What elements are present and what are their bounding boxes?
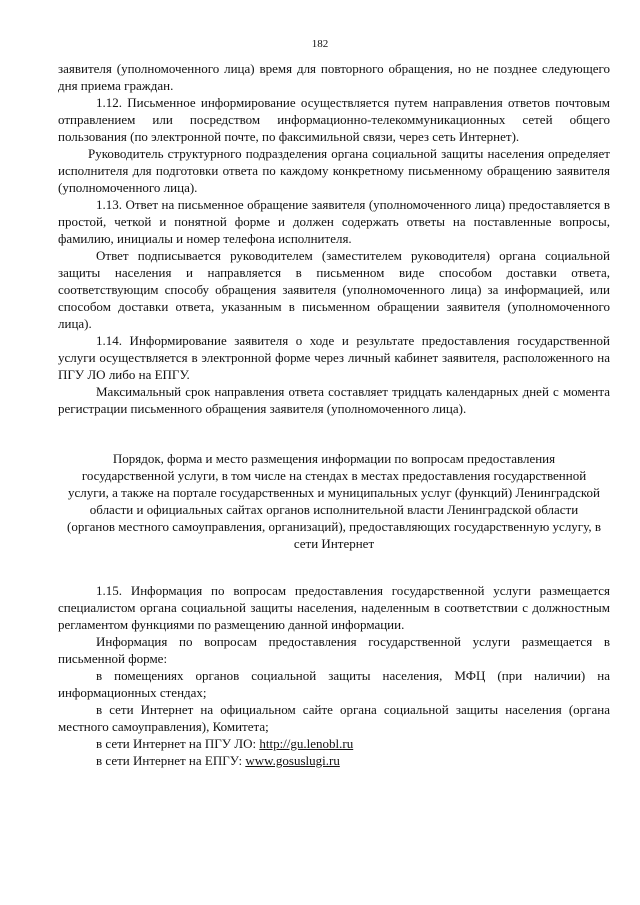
paragraph-1-13: 1.13. Ответ на письменное обращение заявителя (уполномоченного лица) предоставляется в простой, четкой и понятной форме и должен содержать ответы на поставленные вопросы, фамилию, инициалы и номер телефона исполнителя. <box>58 197 610 246</box>
paragraph-1-15: 1.15. Информация по вопросам предоставления государственной услуги размещается специалистом органа социальной защиты населения, наделенным в соответствии с должностным регламентом функциями по размещению данной информации. <box>58 583 610 632</box>
paragraph: Информация по вопросам предоставления государственной услуги размещается в письменной форме: <box>58 634 610 666</box>
epgu-link[interactable]: www.gosuslugi.ru <box>245 753 340 768</box>
document-body <box>58 0 610 769</box>
paragraph: заявителя (уполномоченного лица) время для повторного обращения, но не позднее следующего дня приема граждан. <box>58 61 610 93</box>
list-item <box>58 752 610 769</box>
paragraph: Максимальный срок направления ответа составляет тридцать календарных дней с момента регистрации письменного обращения заявителя (уполномоченного лица). <box>58 384 610 416</box>
page-number: 182 <box>311 38 329 50</box>
paragraph-1-14: 1.14. Информирование заявителя о ходе и результате предоставления государственной услуги осуществляется в электронной форме через личный кабинет заявителя, расположенного на ПГУ ЛО либо на ЕПГУ. <box>58 333 610 382</box>
list-item: в сети Интернет на официальном сайте органа социальной защиты населения (органа местного самоуправления), Комитета; <box>58 702 610 734</box>
section-heading: Порядок, форма и место размещения информации по вопросам предоставления государственной услуги, в том числе на стендах в местах предоставления государственной услуги, а также на портале государственных и муниципальных услуг (функций) Ленинградской области и официальных сайтах органов исполнительной власти Ленинградской области (органов местного самоуправления, организаций), предоставляющих государственную услугу, в сети Интернет <box>67 451 601 551</box>
paragraph-1-12: 1.12. Письменное информирование осуществляется путем направления ответов почтовым отправлением или посредством информационно-телекоммуникационных сетей общего пользования (по электронной почте, по факсимильной связи, через сеть Интернет). <box>58 95 610 144</box>
paragraph: Руководитель структурного подразделения органа социальной защиты населения определяет исполнителя для подготовки ответа по каждому конкретному письменному обращению заявителя (уполномоченного лица). <box>58 146 610 195</box>
list-item <box>58 735 610 752</box>
list-item: в помещениях органов социальной защиты населения, МФЦ (при наличии) на информационных стендах; <box>58 668 610 700</box>
pgu-link[interactable]: http://gu.lenobl.ru <box>259 736 354 751</box>
link-prefix: в сети Интернет на ПГУ ЛО: <box>96 736 260 751</box>
link-prefix: в сети Интернет на ЕПГУ: <box>96 753 246 768</box>
paragraph: Ответ подписывается руководителем (заместителем руководителя) органа социальной защиты населения и направляется в письменном виде способом доставки ответа, соответствующим способу обращения заявителя (уполномоченного лица) за информацией, или способом доставки ответа, указанным в письменном обращении заявителя (уполномоченного лица). <box>58 248 610 331</box>
